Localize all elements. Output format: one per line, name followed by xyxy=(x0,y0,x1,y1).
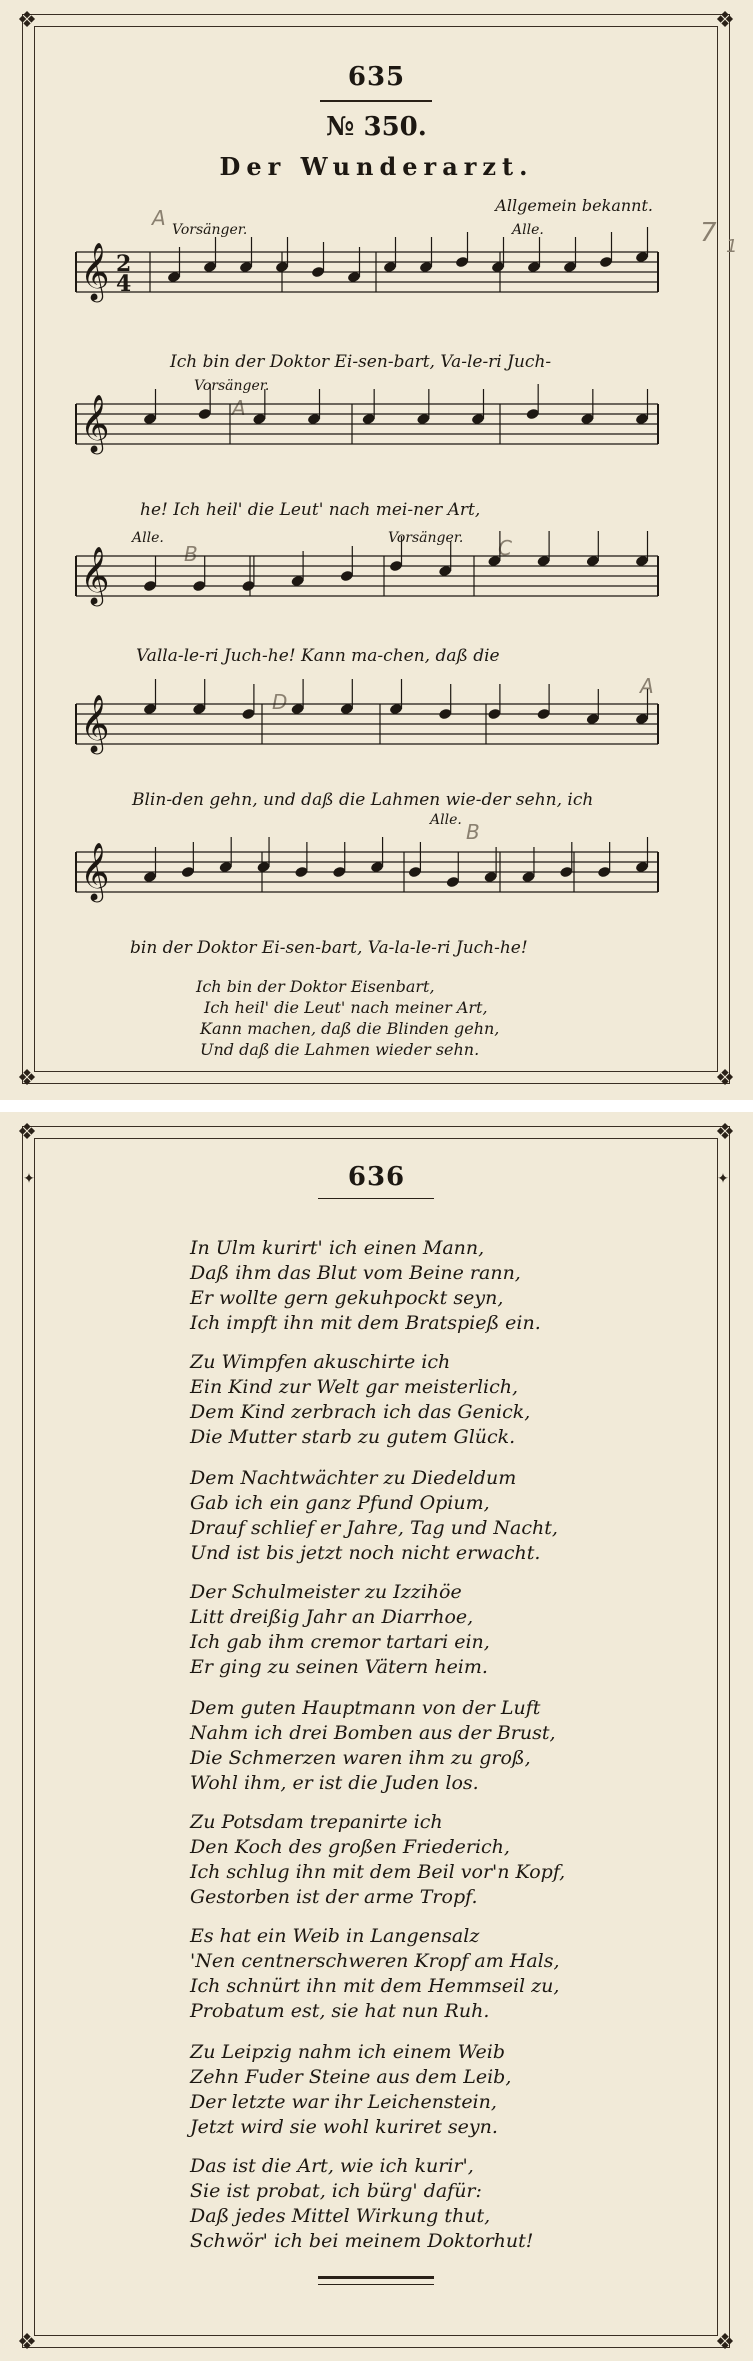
page-635 xyxy=(0,0,753,1100)
verse-line: Zehn Fuder Steine aus dem Leib, xyxy=(190,2066,512,2088)
verse-stanza xyxy=(190,1810,565,1910)
pencil-mark: 7 xyxy=(700,218,717,248)
lyric-line: Blin-den gehn, und daß die Lahmen wie-der sehn, ich xyxy=(132,790,594,810)
lyric-line: bin der Doktor Ei-sen-bart, Va-la-le-ri Juch-he! xyxy=(130,938,528,958)
corner-ornament: ❖ xyxy=(715,8,735,33)
verse-line: Dem guten Hauptmann von der Luft xyxy=(190,1697,541,1719)
verse-stanza xyxy=(196,976,499,1060)
closing-rule xyxy=(318,2284,434,2285)
verse-line: Ein Kind zur Welt gar meisterlich, xyxy=(190,1376,519,1398)
verse-line: In Ulm kurirt' ich einen Mann, xyxy=(190,1237,485,1259)
corner-ornament: ❖ xyxy=(715,1066,735,1091)
verse-line: Die Mutter starb zu gutem Glück. xyxy=(190,1426,516,1448)
verse-line: Er ging zu seinen Vätern heim. xyxy=(190,1656,488,1678)
time-signature: 4 xyxy=(116,271,132,297)
verse-stanza xyxy=(190,1924,560,2024)
verse-line: Es hat ein Weib in Langensalz xyxy=(190,1925,480,1947)
song-number: № 350. xyxy=(326,112,427,142)
verse-line: Dem Kind zerbrach ich das Genick, xyxy=(190,1401,531,1423)
verse-stanza xyxy=(190,2154,533,2254)
page-636 xyxy=(0,1112,753,2361)
closing-rule xyxy=(318,2276,434,2279)
verse-stanza xyxy=(190,1236,541,1336)
cue-alle: Alle. xyxy=(132,530,164,546)
verse-line: Ich impft ihn mit dem Bratspieß ein. xyxy=(190,1312,541,1334)
corner-ornament: ❖ xyxy=(715,1120,735,1145)
verse-line: Zu Potsdam trepanirte ich xyxy=(190,1811,443,1833)
treble-clef: 𝄞 xyxy=(80,242,110,300)
verse-line: Und daß die Lahmen wieder sehn. xyxy=(200,1040,480,1059)
border-ornament: ✦ xyxy=(717,1171,729,1187)
verse-line: Ich heil' die Leut' nach meiner Art, xyxy=(204,998,488,1017)
verse-line: Dem Nachtwächter zu Diedeldum xyxy=(190,1467,517,1489)
page-number: 635 xyxy=(347,62,406,92)
verse-line: Kann machen, daß die Blinden gehn, xyxy=(200,1019,500,1038)
pencil-mark: C xyxy=(498,536,512,560)
verse-line: Schwör' ich bei meinem Doktorhut! xyxy=(190,2230,534,2252)
cue-vorsanger: Vorsänger. xyxy=(172,222,248,238)
verse-line: Ich schnürt ihn mit dem Hemmseil zu, xyxy=(190,1975,560,1997)
verse-line: Zu Leipzig nahm ich einem Weib xyxy=(190,2041,506,2063)
verse-line: Ich gab ihm cremor tartari ein, xyxy=(190,1631,490,1653)
verse-line: Jetzt wird sie wohl kuriret seyn. xyxy=(190,2116,498,2138)
corner-ornament: ❖ xyxy=(17,1066,37,1091)
cue-vorsanger: Vorsänger. xyxy=(194,378,270,394)
treble-clef: 𝄞 xyxy=(80,546,110,604)
verse-line: Den Koch des großen Friederich, xyxy=(190,1836,510,1858)
treble-clef: 𝄞 xyxy=(80,394,110,452)
verse-line: Zu Wimpfen akuschirte ich xyxy=(190,1351,451,1373)
verse-line: Wohl ihm, er ist die Juden los. xyxy=(190,1772,479,1794)
verse-stanza xyxy=(190,1350,530,1450)
corner-ornament: ❖ xyxy=(17,2330,37,2355)
verse-line: Die Schmerzen waren ihm zu groß, xyxy=(190,1747,531,1769)
verse-stanza xyxy=(190,1580,490,1680)
lyric-line: Valla-le-ri Juch-he! Kann ma-chen, daß die xyxy=(136,646,500,666)
song-title: Der Wunderarzt. xyxy=(219,152,534,181)
verse-stanza xyxy=(190,2040,511,2140)
pencil-mark: 1 xyxy=(726,236,738,257)
pencil-mark: B xyxy=(466,820,480,844)
verse-line: 'Nen centnerschweren Kropf am Hals, xyxy=(190,1950,560,1972)
cue-vorsanger: Vorsänger. xyxy=(388,530,464,546)
cue-alle: Alle. xyxy=(430,812,462,828)
verse-line: Litt dreißig Jahr an Diarrhoe, xyxy=(190,1606,474,1628)
verse-line: Das ist die Art, wie ich kurir', xyxy=(190,2155,474,2177)
attribution: Allgemein bekannt. xyxy=(495,196,653,215)
corner-ornament: ❖ xyxy=(715,2330,735,2355)
verse-line: Ich schlug ihn mit dem Beil vor'n Kopf, xyxy=(190,1861,566,1883)
treble-clef: 𝄞 xyxy=(80,694,110,752)
verse-line: Nahm ich drei Bomben aus der Brust, xyxy=(190,1722,556,1744)
pencil-mark: A xyxy=(232,396,246,420)
verse-stanza xyxy=(190,1466,558,1566)
cue-alle: Alle. xyxy=(512,222,544,238)
corner-ornament: ❖ xyxy=(17,1120,37,1145)
verse-line: Der letzte war ihr Leichenstein, xyxy=(190,2091,497,2113)
pencil-mark: B xyxy=(184,542,198,566)
pencil-mark: D xyxy=(272,690,288,714)
verse-line: Drauf schlief er Jahre, Tag und Nacht, xyxy=(190,1517,558,1539)
verse-line: Sie ist probat, ich bürg' dafür: xyxy=(190,2180,482,2202)
time-signature: 2 xyxy=(116,251,132,277)
header-rule xyxy=(318,1198,434,1199)
page-gap xyxy=(0,1100,753,1112)
verse-line: Er wollte gern gekuhpockt seyn, xyxy=(190,1287,504,1309)
verse-line: Gestorben ist der arme Tropf. xyxy=(190,1886,478,1908)
verse-line: Ich bin der Doktor Eisenbart, xyxy=(196,977,435,996)
pencil-mark: A xyxy=(640,674,654,698)
verse-line: Daß jedes Mittel Wirkung thut, xyxy=(190,2205,491,2227)
page-number: 636 xyxy=(347,1162,406,1192)
verse-line: Und ist bis jetzt noch nicht erwacht. xyxy=(190,1542,541,1564)
verse-line: Gab ich ein ganz Pfund Opium, xyxy=(190,1492,490,1514)
lyric-line: Ich bin der Doktor Ei-sen-bart, Va-le-ri Juch- xyxy=(170,352,552,372)
verse-line: Probatum est, sie hat nun Ruh. xyxy=(190,2000,490,2022)
lyric-line: he! Ich heil' die Leut' nach mei-ner Art, xyxy=(140,500,481,520)
verse-line: Der Schulmeister zu Izzihöe xyxy=(190,1581,462,1603)
verse-stanza xyxy=(190,1696,556,1796)
corner-ornament: ❖ xyxy=(17,8,37,33)
treble-clef: 𝄞 xyxy=(80,842,110,900)
verse-line: Daß ihm das Blut vom Beine rann, xyxy=(190,1262,521,1284)
pencil-mark: A xyxy=(152,206,166,230)
border-ornament: ✦ xyxy=(23,1171,35,1187)
